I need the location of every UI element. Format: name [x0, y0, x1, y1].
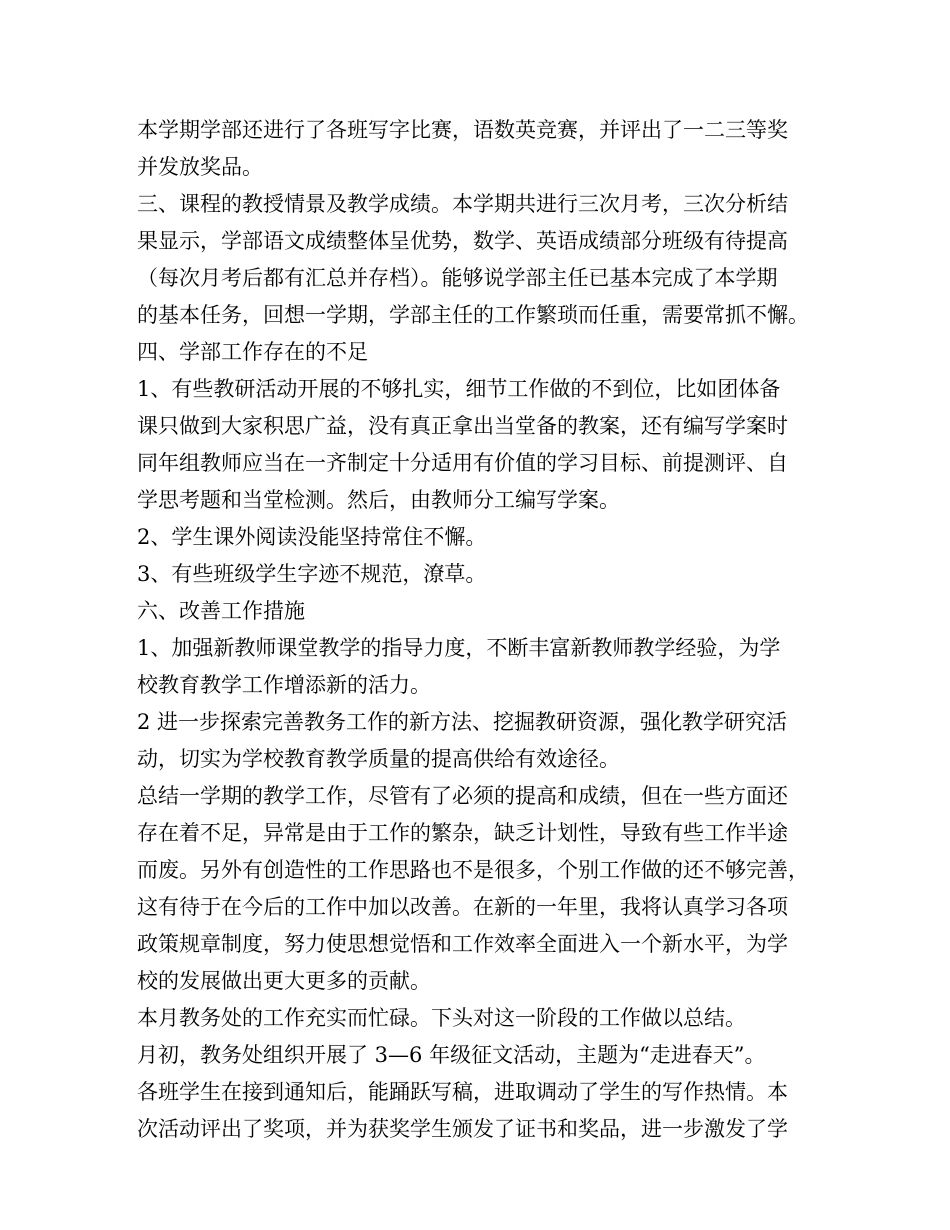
text-line: 果显示，学部语文成绩整体呈优势，数学、英语成绩部分班级有待提高: [137, 229, 788, 253]
text-line: 同年组教师应当在一齐制定十分适用有价值的学习目标、前提测评、自: [137, 451, 788, 475]
text-line: 次活动评出了奖项，并为获奖学生颁发了证书和奖品，进一步激发了学: [137, 1117, 788, 1141]
section-heading: 四、学部工作存在的不足: [137, 340, 368, 364]
text-line: 本学期学部还进行了各班写字比赛，语数英竞赛，并评出了一二三等奖: [137, 118, 788, 142]
list-item-line: 2、学生课外阅读没能坚持常住不懈。: [137, 525, 487, 549]
text-line: 总结一学期的教学工作，尽管有了必须的提高和成绩，但在一些方面还: [137, 784, 788, 808]
section-heading: 六、改善工作措施: [137, 599, 305, 623]
text-line: 而废。另外有创造性的工作思路也不是很多，个别工作做的还不够完善，: [137, 858, 809, 882]
text-line: 存在着不足，异常是由于工作的繁杂，缺乏计划性，导致有些工作半途: [137, 821, 788, 845]
text-line: 政策规章制度，努力使思想觉悟和工作效率全面进入一个新水平，为学: [137, 932, 788, 956]
text-line: 这有待于在今后的工作中加以改善。在新的一年里，我将认真学习各项: [137, 895, 788, 919]
text-line: 动，切实为学校教育教学质量的提高供给有效途径。: [137, 747, 620, 771]
list-item-line: 2 进一步探索完善教务工作的新方法、挖掘教研资源，强化教学研究活: [137, 710, 788, 734]
text-line: 的基本任务，回想一学期，学部主任的工作繁琐而任重，需要常抓不懈。: [137, 303, 809, 327]
section-heading-line: 三、课程的教授情景及教学成绩。本学期共进行三次月考，三次分析结: [137, 192, 788, 216]
list-item-line: 1、有些教研活动开展的不够扎实，细节工作做的不到位，比如团体备: [137, 377, 781, 401]
text-line: 校教育教学工作增添新的活力。: [137, 673, 431, 697]
list-item-line: 3、有些班级学生字迹不规范，潦草。: [137, 562, 487, 586]
text-line: （每次月考后都有汇总并存档）。能够说学部主任已基本完成了本学期: [137, 266, 778, 290]
text-line: 并发放奖品。: [137, 155, 263, 179]
list-item-line: 1、加强新教师课堂教学的指导力度，不断丰富新教师教学经验，为学: [137, 636, 781, 660]
text-line: 学思考题和当堂检测。然后，由教师分工编写学案。: [137, 488, 620, 512]
text-line: 各班学生在接到通知后，能踊跃写稿，进取调动了学生的写作热情。本: [137, 1080, 788, 1104]
text-line: 校的发展做出更大更多的贡献。: [137, 969, 431, 993]
text-line: 本月教务处的工作充实而忙碌。下头对这一阶段的工作做以总结。: [137, 1006, 746, 1030]
text-line: 月初，教务处组织开展了 3—6 年级征文活动，主题为“走进春天”。: [137, 1043, 766, 1067]
document-page: [137, 112, 827, 1148]
text-line: 课只做到大家积思广益，没有真正拿出当堂备的教案，还有编写学案时: [137, 414, 788, 438]
